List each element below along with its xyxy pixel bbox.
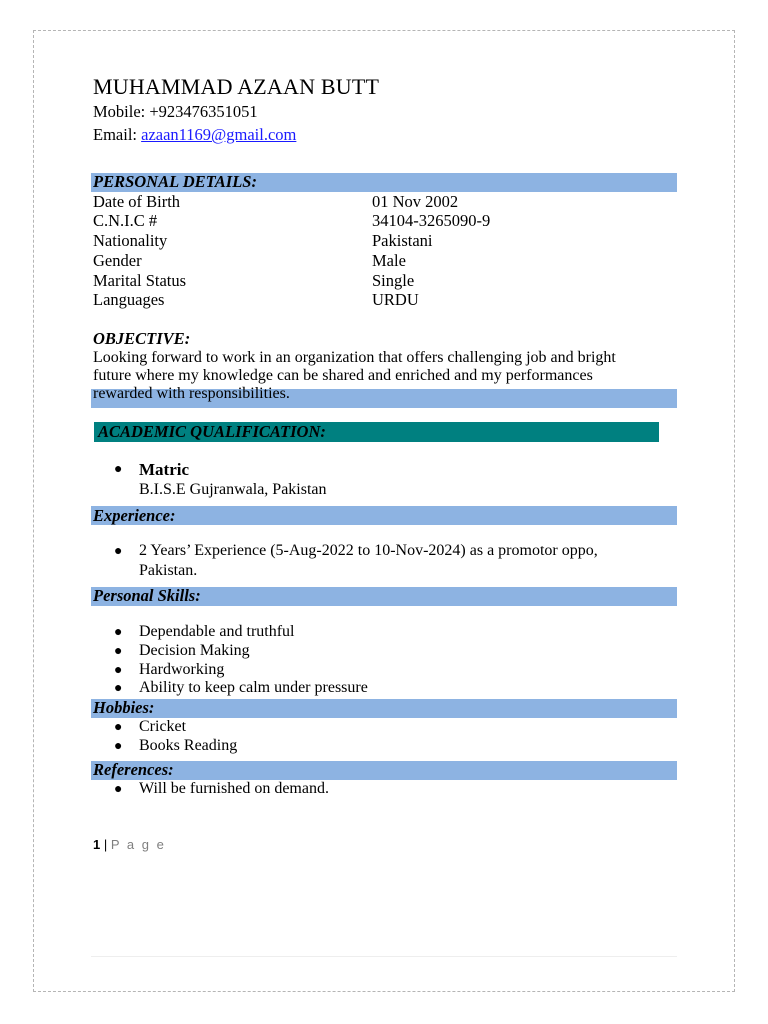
bullet-icon: ●: [114, 462, 123, 477]
detail-label-gender: Gender: [93, 251, 142, 270]
footer-separator: |: [100, 837, 111, 852]
detail-label-dob: Date of Birth: [93, 192, 181, 211]
detail-value-nationality: Pakistani: [372, 231, 433, 250]
skill-item: Hardworking: [139, 661, 225, 678]
bullet-icon: ●: [114, 681, 123, 696]
detail-value-dob: 01 Nov 2002: [372, 192, 459, 211]
objective-heading: OBJECTIVE:: [93, 329, 191, 348]
objective-text: [93, 349, 677, 403]
detail-value-cnic: 34104-3265090-9: [372, 211, 491, 230]
skills-heading: Personal Skills:: [93, 586, 201, 605]
detail-label-nationality: Nationality: [93, 231, 168, 250]
page-label: P a g e: [110, 837, 166, 852]
bullet-icon: ●: [114, 739, 123, 754]
email-label: Email:: [93, 125, 142, 144]
experience-band: [91, 506, 677, 525]
skill-item: Dependable and truthful: [139, 623, 295, 640]
footer-rule: [91, 956, 677, 957]
bullet-icon: ●: [114, 644, 123, 659]
bullet-icon: ●: [114, 720, 123, 735]
personal-details-heading: PERSONAL DETAILS:: [93, 172, 257, 191]
detail-label-marital-status: Marital Status: [93, 271, 187, 290]
experience-line: Pakistan.: [139, 562, 198, 579]
objective-line: Looking forward to work in an organization that offers challenging job and bright: [93, 349, 616, 366]
detail-label-cnic: C.N.I.C #: [93, 211, 158, 230]
candidate-name: MUHAMMAD AZAAN BUTT: [93, 74, 380, 99]
experience-heading: Experience:: [93, 506, 176, 525]
academic-degree: Matric: [139, 460, 190, 479]
detail-value-languages: URDU: [372, 290, 419, 309]
email-link[interactable]: azaan1169@gmail.com: [141, 125, 297, 144]
objective-line: future where my knowledge can be shared and enriched and my performances: [93, 367, 593, 384]
bullet-icon: ●: [114, 625, 123, 640]
detail-label-languages: Languages: [93, 290, 165, 309]
academic-board: B.I.S.E Gujranwala, Pakistan: [139, 481, 327, 498]
page-footer: [93, 837, 166, 852]
hobbies-heading: Hobbies:: [93, 698, 155, 717]
skill-item: Decision Making: [139, 642, 250, 659]
email-line: [93, 125, 296, 145]
experience-line: 2 Years’ Experience (5-Aug-2022 to 10-Nov-2024) as a promotor oppo,: [139, 542, 598, 559]
page-number: 1: [93, 837, 101, 852]
hobby-item: Cricket: [139, 718, 187, 735]
references-band: [91, 761, 677, 780]
mobile-number: Mobile: +923476351051: [93, 102, 258, 121]
bullet-icon: ●: [114, 544, 123, 559]
references-heading: References:: [93, 760, 174, 779]
detail-value-marital-status: Single: [372, 271, 415, 290]
detail-value-gender: Male: [372, 251, 406, 270]
bullet-icon: ●: [114, 663, 123, 678]
bullet-icon: ●: [114, 782, 123, 797]
skill-item: Ability to keep calm under pressure: [139, 679, 368, 696]
reference-item: Will be furnished on demand.: [139, 780, 329, 797]
hobby-item: Books Reading: [139, 737, 238, 754]
academic-heading: ACADEMIC QUALIFICATION:: [98, 422, 326, 441]
objective-line: rewarded with responsibilities.: [93, 385, 290, 402]
hobbies-band: [91, 699, 677, 718]
